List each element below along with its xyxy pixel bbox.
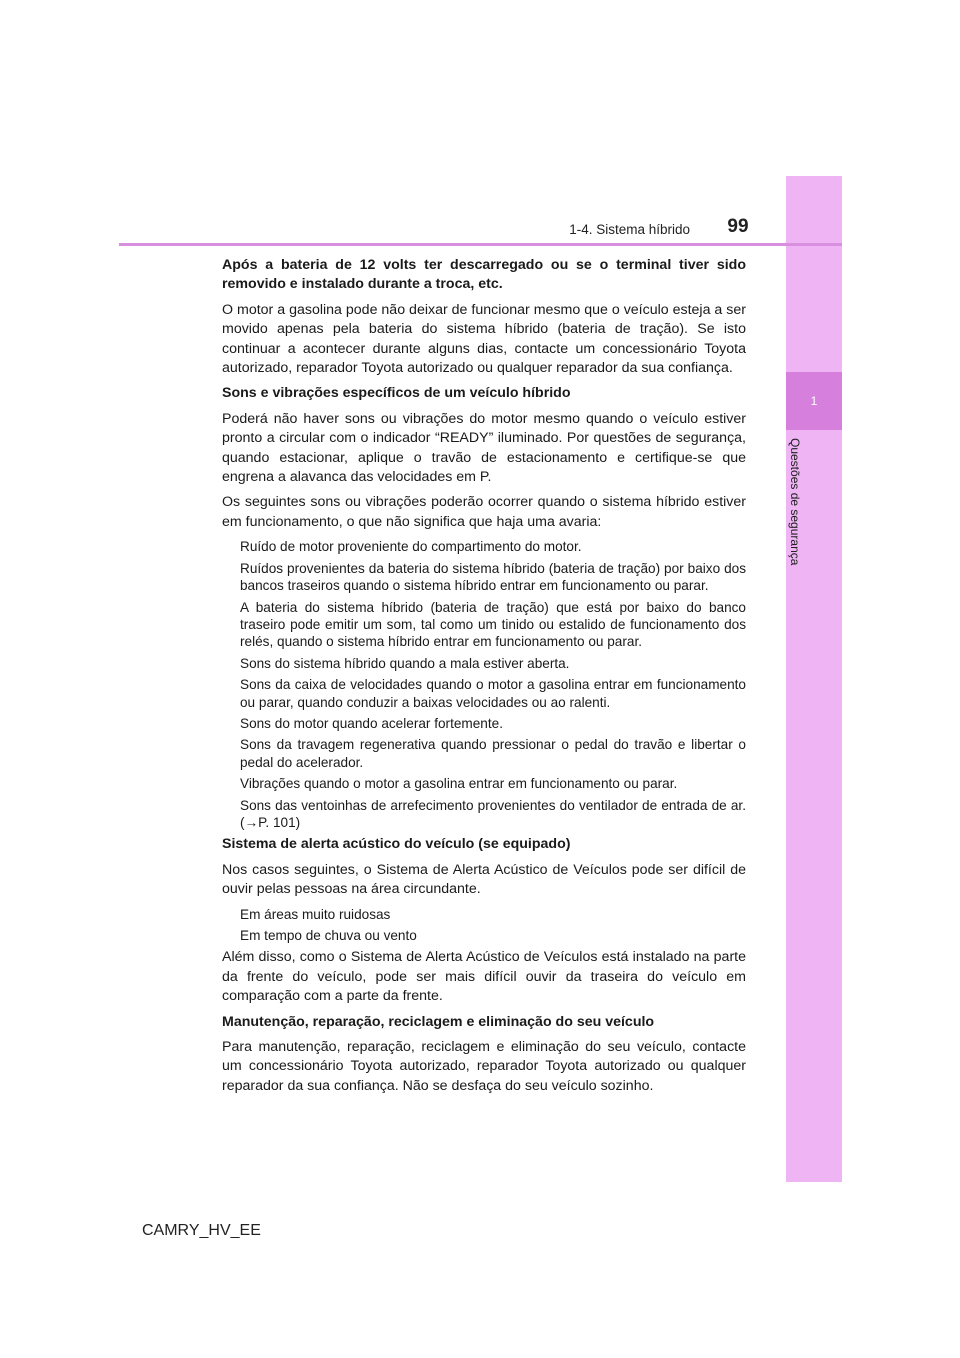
heading-maintenance: Manutenção, reparação, reciclagem e eliminação do seu veículo — [222, 1013, 655, 1030]
heading-sounds: Sons e vibrações específicos de um veículo híbrido — [222, 385, 571, 402]
list-item: A bateria do sistema híbrido (bateria de tração) que está por baixo do banco traseiro pode emitir um som, tal como um tinido ou estalido de funcionamento dos relés, quando o sistema híbrido entrar em funcionamento ou parar. — [240, 599, 746, 650]
section-title: 1-4. Sistema híbrido — [569, 222, 690, 237]
chapter-title: Questões de segurança — [788, 438, 802, 566]
chapter-number: 1 — [810, 394, 818, 408]
paragraph-sounds-list-intro: Os seguintes sons ou vibrações poderão ocorrer quando o sistema híbrido estiver em funcionamento, o que não significa que haja uma avaria: — [222, 494, 746, 530]
heading-battery: Após a bateria de 12 volts ter descarregado ou se o terminal tiver sido removido e instalado durante a troca, etc. — [222, 257, 746, 293]
page-number: 99 — [727, 216, 749, 237]
list-item: Sons das ventoinhas de arrefecimento provenientes do ventilador de entrada de ar. (→P. 101) — [240, 797, 746, 830]
chapter-side-tab — [786, 176, 842, 1182]
list-item: Ruído de motor proveniente do compartimento do motor. — [240, 539, 582, 555]
paragraph-maintenance: Para manutenção, reparação, reciclagem e eliminação do seu veículo, contacte um concessionário Toyota autorizado, reparador Toyota autorizado ou qualquer reparador da sua confiança. Não se desfaça do seu veículo sozinho. — [222, 1039, 746, 1094]
page-content — [222, 256, 746, 1102]
list-item: Vibrações quando o motor a gasolina entrar em funcionamento ou parar. — [240, 776, 678, 792]
document-code: CAMRY_HV_EE — [142, 1222, 261, 1239]
list-item: Em tempo de chuva ou vento — [240, 928, 417, 943]
paragraph-acoustic-alert: Nos casos seguintes, o Sistema de Alerta Acústico de Veículos pode ser difícil de ouvir pelas pessoas na área circundante. — [222, 861, 746, 898]
list-item: Ruídos provenientes da bateria do sistema híbrido (bateria de tração) por baixo dos bancos traseiros quando o sistema híbrido entrar em funcionamento ou parar. — [240, 560, 746, 594]
list-item: Sons da caixa de velocidades quando o motor a gasolina entrar em funcionamento ou parar, quando conduzir a baixas velocidades ou ao ralenti. — [240, 677, 746, 710]
list-item: Sons da travagem regenerativa quando pressionar o pedal do travão e libertar o pedal do acelerador. — [240, 737, 746, 770]
header-rule — [119, 243, 842, 246]
list-item: Em áreas muito ruidosas — [240, 906, 391, 922]
paragraph-acoustic-location: Além disso, como o Sistema de Alerta Acústico de Veículos está instalado na parte da frente do veículo, pode ser mais difícil ouvir da traseira do veículo em comparação com a parte da frente. — [222, 949, 746, 1005]
list-item: Sons do sistema híbrido quando a mala estiver aberta. — [240, 655, 570, 671]
heading-acoustic-alert: Sistema de alerta acústico do veículo (se equipado) — [222, 836, 571, 853]
list-item: Sons do motor quando acelerar fortemente. — [240, 715, 503, 731]
paragraph-sounds-ready: Poderá não haver sons ou vibrações do motor mesmo quando o veículo estiver pronto a circular com o indicador “READY” iluminado. Por questões de segurança, quando estacionar, aplique o travão de estacionamento e certifique-se que engrena a alavanca das velocidades em P. — [222, 410, 746, 486]
paragraph-battery: O motor a gasolina pode não deixar de funcionar mesmo que o veículo esteja a ser movido apenas pela bateria do sistema híbrido (bateria de tração). Se isto continuar a acontecer durante alguns dias, contacte um concessionário Toyota autorizado, reparador Toyota autorizado ou qualquer reparador da sua confiança. — [222, 301, 746, 377]
